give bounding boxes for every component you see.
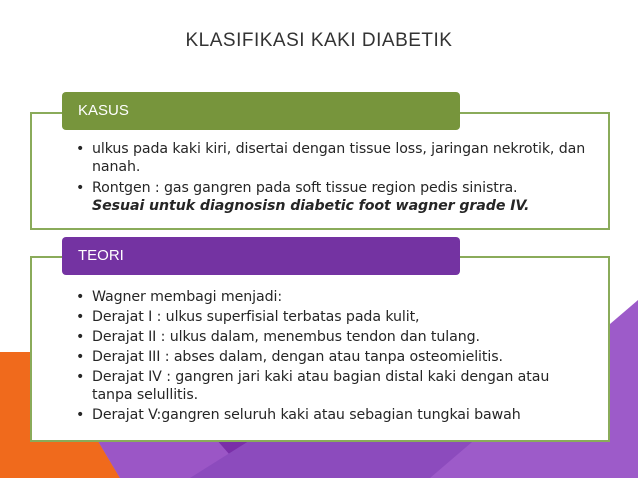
- slide-title: KLASIFIKASI KAKI DIABETIK: [185, 30, 453, 51]
- emphasis-text: Sesuai untuk diagnosisn diabetic foot wagner grade IV.: [92, 198, 530, 214]
- list-item: • Wagner membagi menjadi:: [76, 288, 590, 306]
- list-item: • Derajat I : ulkus superfisial terbatas pada kulit,: [76, 308, 590, 326]
- list-item: [76, 179, 590, 215]
- list-item-text: Rontgen : gas gangren pada soft tissue region pedis sinistra.: [92, 180, 518, 196]
- kasus-bullet-list: [76, 140, 590, 218]
- teori-content-box: [30, 256, 610, 442]
- kasus-header: KASUS: [62, 92, 460, 130]
- list-item: • Derajat III : abses dalam, dengan atau tanpa osteomielitis.: [76, 348, 590, 366]
- list-item: • Derajat V:gangren seluruh kaki atau sebagian tungkai bawah: [76, 406, 590, 424]
- list-item: • Derajat IV : gangren jari kaki atau bagian distal kaki dengan atau tanpa selullitis.: [76, 368, 590, 404]
- list-item: • Derajat II : ulkus dalam, menembus tendon dan tulang.: [76, 328, 590, 346]
- teori-header: TEORI: [62, 237, 460, 275]
- list-item: • ulkus pada kaki kiri, disertai dengan tissue loss, jaringan nekrotik, dan nanah.: [76, 140, 590, 176]
- teori-bullet-list: [76, 288, 590, 426]
